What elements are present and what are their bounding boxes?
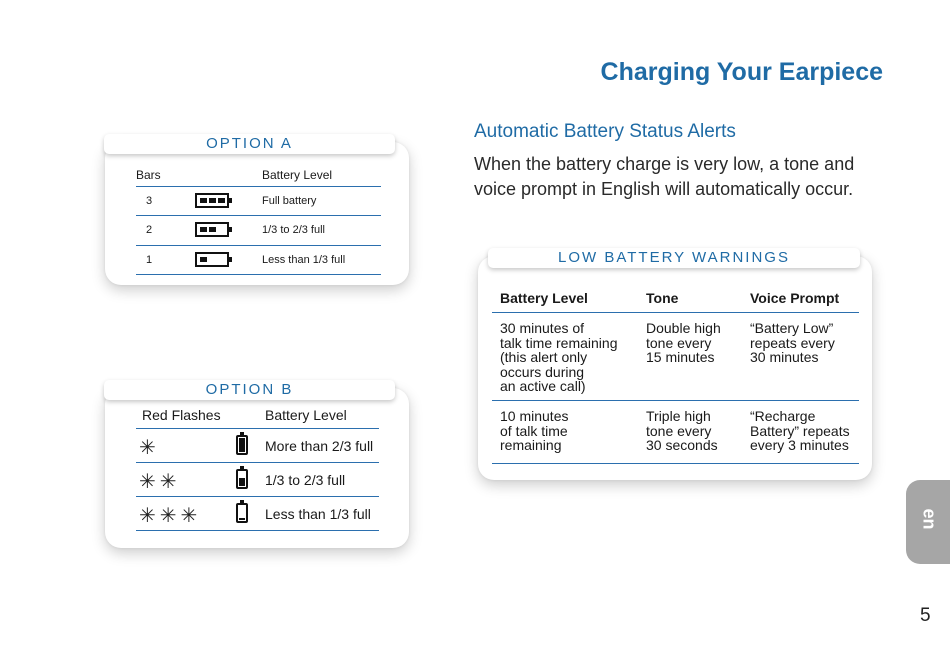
warning-tone: Triple high tone every 30 seconds <box>646 408 718 453</box>
col-voice-prompt: Voice Prompt <box>750 290 840 306</box>
bars-count: 2 <box>146 224 153 236</box>
option-b-col-flashes: Red Flashes <box>142 407 221 423</box>
option-b-row <box>136 496 379 531</box>
option-a-row <box>136 215 381 246</box>
option-a-col-bars: Bars <box>136 168 161 182</box>
table-divider <box>492 312 859 313</box>
battery-2-bars-icon <box>195 222 229 237</box>
section-heading: Automatic Battery Status Alerts <box>474 121 736 142</box>
battery-high-icon <box>236 435 248 455</box>
option-b-row <box>136 462 379 496</box>
bars-count: 1 <box>146 254 153 266</box>
language-tab <box>906 480 950 564</box>
battery-level: Less than 1/3 full <box>262 254 346 266</box>
battery-1-bar-icon <box>195 252 229 267</box>
option-a-card <box>105 135 409 285</box>
intro-paragraph: When the battery charge is very low, a tone and voice prompt in English will automatically occur. <box>474 154 855 199</box>
warning-level: 10 minutes of talk time remaining <box>500 408 569 453</box>
battery-medium-icon <box>236 469 248 489</box>
col-tone: Tone <box>646 290 679 306</box>
option-a-col-level: Battery Level <box>262 168 333 182</box>
low-battery-title: LOW BATTERY WARNINGS <box>488 248 860 268</box>
battery-level: 1/3 to 2/3 full <box>265 472 346 488</box>
option-a-title: OPTION A <box>104 134 395 154</box>
battery-low-icon <box>236 503 248 523</box>
red-flash-icon: ✳✳✳ <box>139 505 202 527</box>
warning-level: 30 minutes of talk time remaining (this alert only occurs during an active call) <box>500 320 618 394</box>
bars-count: 3 <box>146 195 153 207</box>
table-divider <box>492 400 859 401</box>
battery-level: 1/3 to 2/3 full <box>262 224 325 236</box>
option-a-row <box>136 186 381 217</box>
language-tab-label: en <box>919 508 940 530</box>
battery-3-bars-icon <box>195 193 229 208</box>
page-number: 5 <box>920 605 931 626</box>
page-title: Charging Your Earpiece <box>600 58 883 86</box>
red-flash-icon: ✳✳ <box>139 471 181 493</box>
low-battery-card <box>478 249 872 480</box>
red-flash-icon: ✳ <box>139 437 160 459</box>
battery-level: Less than 1/3 full <box>265 506 371 522</box>
battery-level: More than 2/3 full <box>265 438 374 454</box>
option-b-card <box>105 381 409 548</box>
option-b-title: OPTION B <box>104 380 395 400</box>
warning-prompt: “Recharge Battery” repeats every 3 minutes <box>750 408 850 453</box>
option-a-row <box>136 245 381 275</box>
warning-tone: Double high tone every 15 minutes <box>646 320 721 365</box>
col-battery-level: Battery Level <box>500 290 588 306</box>
option-b-row <box>136 428 379 462</box>
warning-prompt: “Battery Low” repeats every 30 minutes <box>750 320 835 365</box>
table-divider <box>492 463 859 464</box>
option-b-col-level: Battery Level <box>265 407 347 423</box>
battery-level: Full battery <box>262 195 317 207</box>
